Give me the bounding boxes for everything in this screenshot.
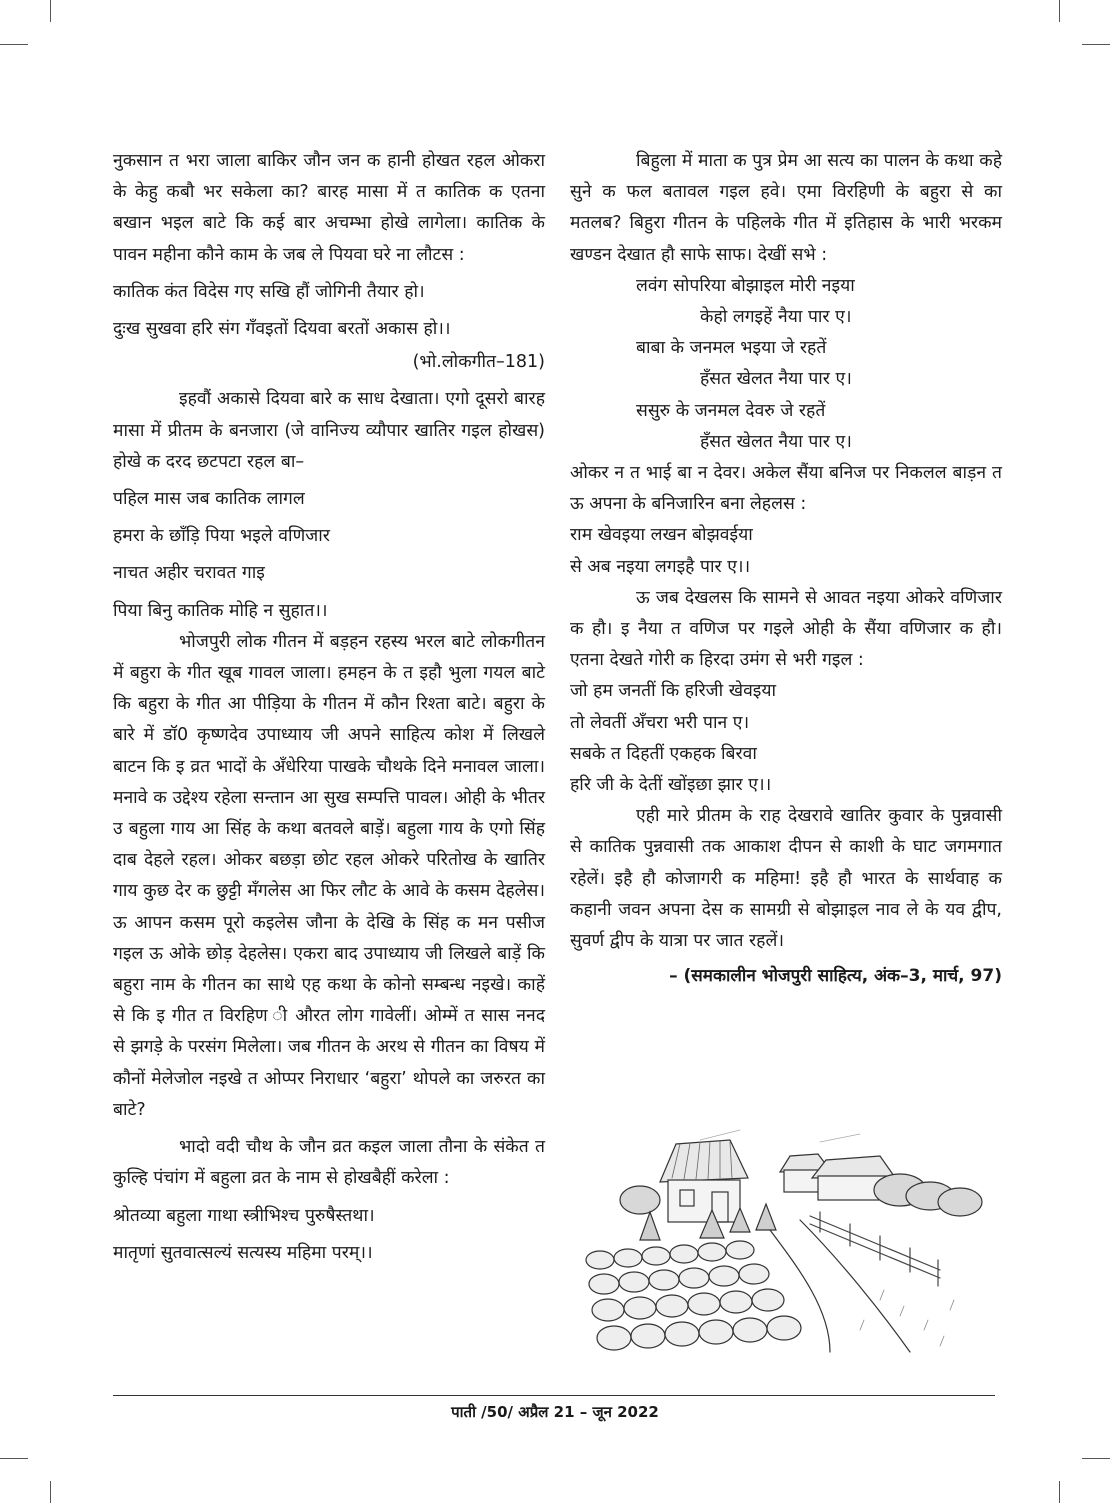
- crop-mark: [1082, 44, 1110, 45]
- verse-line: पिया बिनु कातिक मोहि न सुहात।।: [113, 600, 328, 621]
- paragraph: नुकसान त भरा जाला बाकिर जौन जन क हानी होखत रहल ओकरा के केहु कबौ भर सकेला का? बारह मासा में त कातिक क एतना बखान भइल बाटे कि कई बार अचम्भा होखे लागेला। कातिक के पावन महीना कौने काम के जब ले पियवा घरे ना लौटस :: [113, 151, 545, 265]
- verse-line: नाचत अहीर चरावत गाइ: [113, 563, 265, 584]
- verse-line: ससुरु के जनमल देवरु जे रहतें: [636, 400, 826, 421]
- verse-line: सबके त दिहतीं एकहक बिरवा: [570, 743, 757, 764]
- verse-line: हरि जी के देतीं खोंइछा झार ए।।: [570, 775, 772, 796]
- verse-line: हँसत खेलत नैया पार ए।: [700, 431, 852, 452]
- paragraph: बिहुला में माता क पुत्र प्रेम आ सत्य का पालन के कथा कहे सुने क फल बतावल गइल हवे। एमा विरहिणी के बहुरा से का मतलब? बिहुरा गीतन के पहिलके गीत में इतिहास के भारी भरकम खण्डन देखात हौ साफे साफ। देखीं सभे :: [570, 151, 1002, 265]
- verse-line: केहो लगइहें नैया पार ए।: [700, 307, 852, 328]
- right-column: [570, 146, 1002, 992]
- source-citation: – (समकालीन भोजपुरी साहित्य, अंक–3, मार्च, 97): [669, 966, 1002, 987]
- verse-line: मातृणां सुतवात्सल्यं सत्यस्य महिमा परम्।।: [113, 1242, 373, 1263]
- verse-line: राम खेवइया लखन बोझवईया: [570, 525, 753, 546]
- crop-mark: [1059, 0, 1060, 22]
- crop-mark: [1059, 1481, 1060, 1503]
- verse-line: से अब नइया लगइहै पार ए।।: [570, 556, 751, 577]
- paragraph: इहवौं अकासे दियवा बारे क साध देखाता। एगो दूसरो बारह मासा में प्रीतम के बनजारा (जे वानिज्य व्यौपार खातिर गइल होखस) होखे क दरद छटपटा रहल बा–: [113, 389, 545, 472]
- verse-line: जो हम जनतीं कि हरिजी खेवइया: [570, 681, 777, 702]
- citation: (भो.लोकगीत–181): [412, 352, 545, 373]
- verse-line: पहिल मास जब कातिक लागल: [113, 489, 305, 510]
- page-footer: पाती /50/ अप्रैल 21 – जून 2022: [451, 1403, 659, 1421]
- verse-line: तो लेवतीं अँचरा भरी पान ए।: [570, 712, 750, 733]
- footer-rule: [113, 1395, 995, 1396]
- verse-line: कातिक कंत विदेस गए सखि हौं जोगिनी तैयार हो।: [113, 281, 425, 302]
- paragraph: ओकर न त भाई बा न देवर। अकेल सैंया बनिज पर निकलल बाड़न त ऊ अपना के बनिजारिन बना लेहलस :: [570, 463, 1002, 515]
- crop-mark: [0, 1458, 28, 1459]
- left-column: [113, 146, 545, 1269]
- paragraph: ऊ जब देखलस कि सामने से आवत नइया ओकरे वणिजार क हौ। इ नैया त वणिज पर गइले ओही के सैंया वणिजार क हौ। एतना देखते गोरी क हिरदा उमंग से भरी गइल :: [570, 587, 1002, 671]
- village-farm-sketch-icon: [580, 1120, 1000, 1360]
- verse-line: लवंग सोपरिया बोझाइल मोरी नइया: [636, 275, 855, 296]
- verse-line: दुःख सुखवा हरि संग गँवइतों दियवा बरतों अकास हो।।: [113, 319, 451, 340]
- crop-mark: [1082, 1458, 1110, 1459]
- verse-line: हँसत खेलत नैया पार ए।: [700, 369, 852, 390]
- paragraph: भादो वदी चौथ के जौन व्रत कइल जाला तौना के संकेत त कुल्हि पंचांग में बहुला व्रत के नाम से होखबैहीं करेला :: [113, 1137, 545, 1189]
- verse-line: हमरा के छाँड़ि पिया भइले वणिजार: [113, 526, 330, 547]
- verse-line: श्रोतव्या बहुला गाथा स्त्रीभिश्च पुरुषैस्तथा।: [113, 1205, 375, 1226]
- crop-mark: [50, 1481, 51, 1503]
- paragraph: एही मारे प्रीतम के राह देखरावे खातिर कुवार के पुन्नवासी से कातिक पुन्नवासी तक आकाश दीपन से काशी के घाट जगमगात रहेलें। इहै हौ कोजागरी क महिमा! इहै हौ भारत के सार्थवाह क कहानी जवन अपना देस क सामग्री से बोझाइल नाव ले के यव द्वीप, सुवर्ण द्वीप के यात्रा पर जात रहलें।: [570, 806, 1002, 952]
- verse-line: बाबा के जनमल भइया जे रहतें: [636, 338, 827, 359]
- paragraph: भोजपुरी लोक गीतन में बड़हन रहस्य भरल बाटे लोकगीतन में बहुरा के गीत खूब गावल जाला। हमहन के त इहौ भुला गयल बाटे कि बहुरा के गीत आ पीड़िया के गीतन में कौन रिश्ता बाटे। बहुरा के बारे में डॉ0 कृष्णदेव उपाध्याय जी अपने साहित्य कोश में लिखले बाटन कि इ व्रत भादों के अँधेरिया पाखके चौथके दिने मनावल जाला। मनावे क उद्देश्य रहेला सन्तान आ सुख सम्पत्ति पावल। ओही के भीतर उ बहुला गाय आ सिंह के कथा बतवले बाड़ें। बहुला गाय के एगो सिंह दाब देहले रहल। ओकर बछड़ा छोट रहल ओकरे परितोख के खातिर गाय कुछ देर क छुट्टी मँगलेस आ फिर लौट के आवे के कसम देहलेस। ऊ आपन कसम पूरो कइलेस जौना के देखि के सिंह क मन पसीज गइल ऊ ओके छोड़ देहलेस। एकरा बाद उपाध्याय जी लिखले बाड़ें कि बहुरा नाम के गीतन का साथे एह कथा के कोनो सम्बन्ध नइखे। काहें से कि इ गीत त विरहिण ी औरत लोग गावेलीं। ओम्में त सास ननद से झगड़े के परसंग मिलेला। जब गीतन के अरथ से गीतन का विषय में कौनों मेलेजोल नइखे त ओप्पर निराधार ‘बहुरा’ थोपले का जरुरत का बाटे?: [113, 631, 545, 1120]
- crop-mark: [50, 0, 51, 22]
- crop-mark: [0, 44, 28, 45]
